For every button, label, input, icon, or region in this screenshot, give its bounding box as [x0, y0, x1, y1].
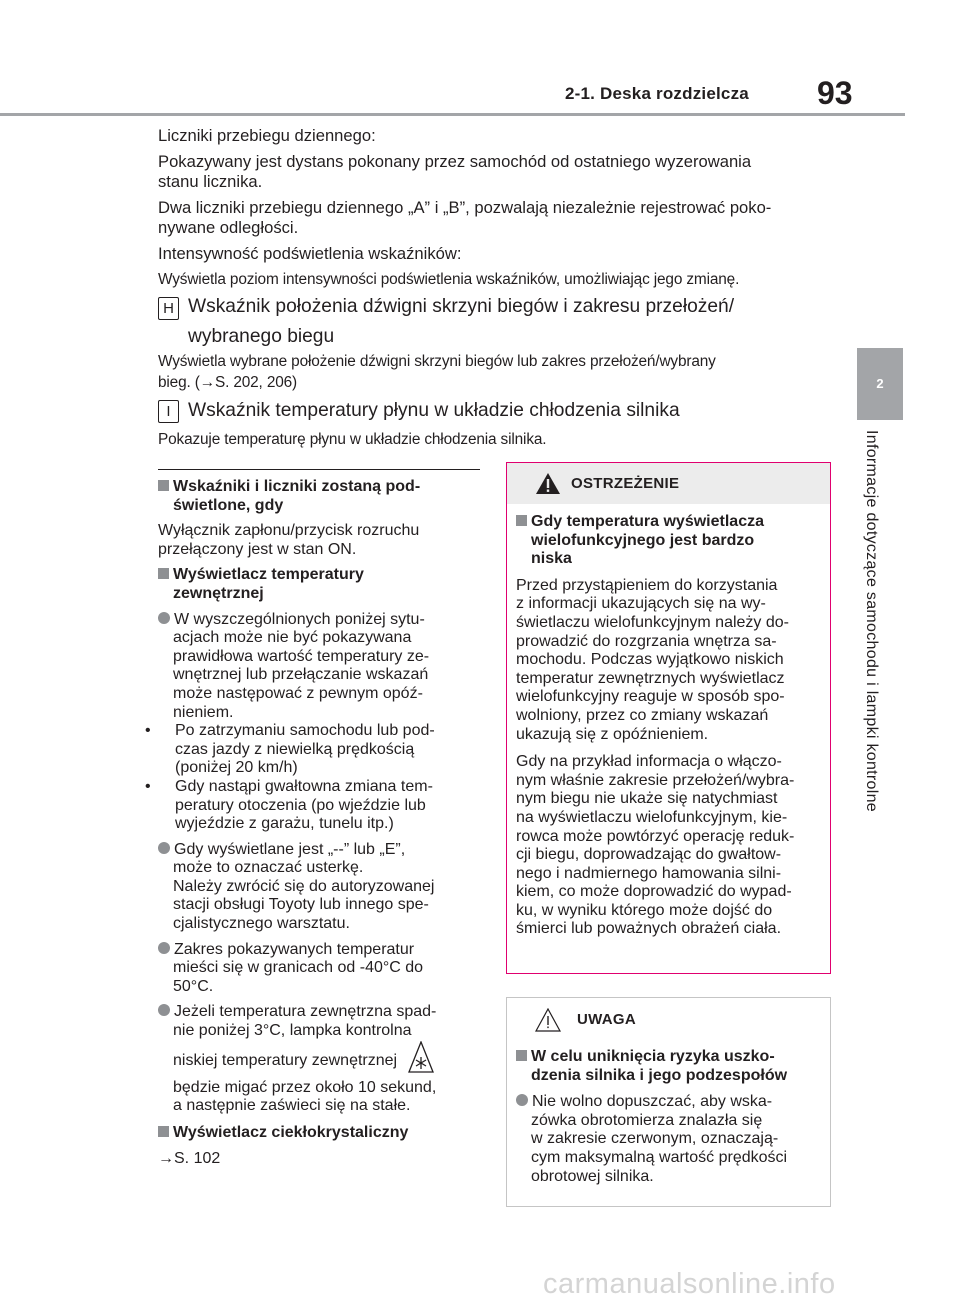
bullet-line: cjalistycznego warsztatu.	[173, 915, 350, 933]
square-bullet-icon	[516, 1050, 527, 1061]
bullet-line: Jeżeli temperatura zewnętrzna spad-	[174, 1003, 437, 1021]
note-subtitle	[516, 1048, 826, 1085]
text-line: nywane odległości.	[158, 217, 299, 237]
bullet-line: nieniem.	[173, 703, 234, 721]
round-bullet-icon	[158, 1004, 170, 1016]
bullet-2	[158, 841, 483, 934]
bullet-line: może następować z pewnym opóź-	[173, 684, 423, 702]
warning-subtitle	[516, 513, 826, 569]
title-line: wybranego biegu	[188, 326, 335, 347]
warning-title: OSTRZEŻENIE	[571, 475, 680, 492]
bullet-line: Po zatrzymaniu samochodu lub pod-	[175, 722, 435, 740]
text-line: Wyświetla wybrane położenie dźwigni skrzyni biegów lub zakres przełożeń/wybrany	[158, 353, 716, 370]
item-h-desc	[158, 352, 716, 393]
dot-bullet-icon: •	[145, 777, 151, 795]
text-line: stanu licznika.	[158, 171, 263, 191]
text-line: Gdy na przykład informacja o włączo-	[516, 753, 782, 771]
bullet-line: Gdy wyświetlane jest „--” lub „E”,	[174, 840, 406, 858]
square-bullet-icon	[516, 515, 527, 526]
s1-title-line: świetlone, gdy	[173, 496, 284, 514]
item-h-title	[188, 292, 734, 352]
backlight-text: Wyświetla poziom intensywności podświetlenia wskaźników, umożliwiając jego zmianę.	[158, 271, 740, 288]
bullet-line: wyjeździe z garażu, tunelu itp.)	[175, 815, 394, 833]
warning-subtitle-line: wielofunkcyjnego jest bardzo	[531, 531, 755, 549]
round-bullet-icon	[158, 942, 170, 954]
dot-bullet-icon: •	[145, 722, 151, 740]
text-line: ukazują się z opóźnieniem.	[516, 725, 709, 743]
bullet-line: w zakresie czerwonym, oznaczają-	[531, 1130, 779, 1148]
text-line: Przed przystąpieniem do korzystania	[516, 576, 778, 594]
note-header	[507, 998, 830, 1042]
round-bullet-icon	[158, 612, 170, 624]
warning-content	[516, 513, 826, 939]
bullet-line: cym maksymalną wartość prędkości	[531, 1148, 788, 1166]
item-i-desc: Pokazuje temperaturę płynu w układzie chłodzenia silnika.	[158, 431, 547, 448]
bullet-line: a następnie zaświeci się na stałe.	[173, 1097, 411, 1115]
text-line: prowadzić do rozgrzania wnętrza sa-	[516, 632, 777, 650]
warning-subtitle-line: Gdy temperatura wyświetlacza	[531, 513, 764, 530]
bullet-line: 50°C.	[173, 977, 214, 995]
warning-paragraph-1	[516, 577, 826, 744]
item-i-key	[158, 400, 179, 423]
s3-page-ref[interactable]: →S. 102	[158, 1150, 221, 1168]
bullet-line: Zakres pokazywanych temperatur	[174, 940, 415, 958]
chapter-tab	[857, 348, 903, 420]
left-column	[145, 478, 483, 1169]
text-line: temperatur zewnętrznych wyświetlacz	[516, 669, 785, 687]
text-line: mochodu. Podczas wyjątkowo niskich	[516, 651, 784, 669]
text-line: na wyświetlaczu wielofunkcyjnym, kie-	[516, 808, 788, 826]
note-box	[506, 997, 831, 1207]
bullet-line: acjach może nie być pokazywana	[173, 629, 412, 647]
note-content	[516, 1048, 826, 1186]
bullet-1	[158, 611, 483, 723]
text-line: śmierci lub poważnych obrażeń ciała.	[516, 920, 782, 938]
bullet-line: Należy zwrócić się do autoryzowanej	[173, 877, 435, 895]
trip-text-1	[158, 152, 751, 191]
s2-title-line: Wyświetlacz temperatury	[173, 566, 364, 584]
text-line: cji biegu, doprowadzając do gwałtow-	[516, 846, 782, 864]
square-bullet-icon	[158, 480, 169, 491]
s3-title-text: Wyświetlacz ciekłokrystaliczny	[173, 1123, 409, 1141]
warning-box	[506, 462, 831, 974]
text-line: z informacji ukazujących się na wy-	[516, 595, 766, 613]
key-label-h: H	[158, 297, 179, 320]
bullet-line: peratury otoczenia (po wjeździe lub	[175, 796, 426, 814]
s2-title-line: zewnętrznej	[173, 584, 264, 602]
header-rule	[0, 113, 905, 116]
bullet-line: może to oznaczać usterkę.	[173, 859, 364, 877]
note-subtitle-line: W celu uniknięcia ryzyka uszko-	[531, 1048, 775, 1065]
bullet-line: obrotowej silnika.	[531, 1167, 654, 1185]
bullet-line: wnętrznej lub przełączanie wskazań	[173, 666, 429, 684]
text-line: Dwa liczniki przebiegu dziennego „A” i „B”, pozwalają niezależnie rejestrować poko-	[158, 198, 772, 217]
text-line: przełączony jest w stan ON.	[158, 540, 357, 558]
s2-title	[158, 566, 483, 603]
text-line: ku, w wyniku którego może dojść do	[516, 901, 773, 919]
bullet-3	[158, 941, 483, 997]
low-temperature-warning-icon	[408, 1041, 434, 1073]
text-line: kiem, co może doprowadzić do wypad-	[516, 883, 792, 901]
bullet-line: nie poniżej 3°C, lampka kontrolna	[173, 1022, 412, 1040]
sub-bullet-2	[145, 777, 483, 834]
chapter-vertical-text: Informacje dotyczące samochodu i lampki kontrolne	[863, 430, 880, 812]
text-line: bieg. (→S. 202, 206)	[158, 373, 298, 391]
bullet-line: stacji obsługi Toyoty lub innego spe-	[173, 896, 429, 914]
section-title: 2-1. Deska rozdzielcza	[565, 84, 749, 103]
key-label-i: I	[158, 400, 179, 423]
item-i-title: Wskaźnik temperatury płynu w układzie chłodzenia silnika	[188, 400, 680, 421]
text-line: rowca może powtórzyć operację reduk-	[516, 827, 795, 845]
warning-triangle-icon	[535, 472, 561, 495]
text-line: świetlaczu wielofunkcyjnym należy do-	[516, 613, 789, 631]
column-divider	[158, 469, 480, 470]
text-line: Wyłącznik zapłonu/przycisk rozruchu	[158, 522, 420, 540]
trip-text-2	[158, 198, 771, 237]
s1-title-line: Wskaźniki i liczniki zostaną pod-	[173, 478, 421, 495]
bullet-line: zówka obrotomierza znalazła się	[531, 1111, 763, 1129]
bullet-line: czas jazdy z niewielką prędkością	[175, 740, 415, 758]
warning-header	[507, 463, 830, 504]
square-bullet-icon	[158, 568, 169, 579]
text-line: nym biegu nie ukaże się natychmiast	[516, 790, 778, 808]
backlight-heading: Intensywność podświetlenia wskaźników:	[158, 244, 462, 263]
page-number: 93	[817, 75, 853, 111]
text-line: wolniony, przez co zmiany wskazań	[516, 706, 769, 724]
text-line: Pokazywany jest dystans pokonany przez samochód od ostatniego wyzerowania	[158, 152, 752, 171]
square-bullet-icon	[158, 1126, 169, 1137]
watermark: carmanualsonline.info	[543, 1268, 836, 1300]
text-line: nego i nadmiernego hamowania silni-	[516, 864, 782, 882]
bullet-line: Nie wolno dopuszczać, aby wska-	[532, 1093, 773, 1111]
trip-heading: Liczniki przebiegu dziennego:	[158, 126, 376, 145]
s3-title	[158, 1124, 483, 1143]
caution-triangle-icon	[535, 1008, 561, 1032]
bullet-line: (poniżej 20 km/h)	[175, 759, 298, 777]
note-bullet	[516, 1093, 826, 1186]
round-bullet-icon	[158, 842, 170, 854]
chapter-number: 2	[876, 376, 884, 391]
s1-text	[158, 522, 483, 559]
bullet-line: prawidłowa wartość temperatury ze-	[173, 647, 430, 665]
item-h-key	[158, 297, 179, 320]
warning-subtitle-line: niska	[531, 550, 572, 568]
round-bullet-icon	[516, 1094, 528, 1106]
text-line: nym właśnie zakresie przełożeń/wybra-	[516, 771, 795, 789]
note-subtitle-line: dzenia silnika i jego podzespołów	[531, 1066, 788, 1084]
bullet-line: będzie migać przez około 10 sekund,	[173, 1078, 437, 1096]
bullet-line: mieści się w granicach od -40°C do	[173, 959, 424, 977]
sub-bullet-1	[145, 722, 483, 778]
bullet-line: niskiej temperatury zewnętrznej	[173, 1051, 398, 1069]
bullet-line: W wyszczególnionych poniżej sytu-	[174, 610, 425, 628]
s1-title	[158, 478, 483, 515]
note-title: UWAGA	[577, 1011, 636, 1028]
text-line: wielofunkcyjny reaguje w sposób spo-	[516, 688, 785, 706]
warning-paragraph-2	[516, 753, 826, 939]
bullet-line: Gdy nastąpi gwałtowna zmiana tem-	[175, 777, 433, 795]
bullet-4	[158, 1003, 483, 1115]
title-line: Wskaźnik położenia dźwigni skrzyni biegów i zakresu przełożeń/	[188, 296, 735, 317]
